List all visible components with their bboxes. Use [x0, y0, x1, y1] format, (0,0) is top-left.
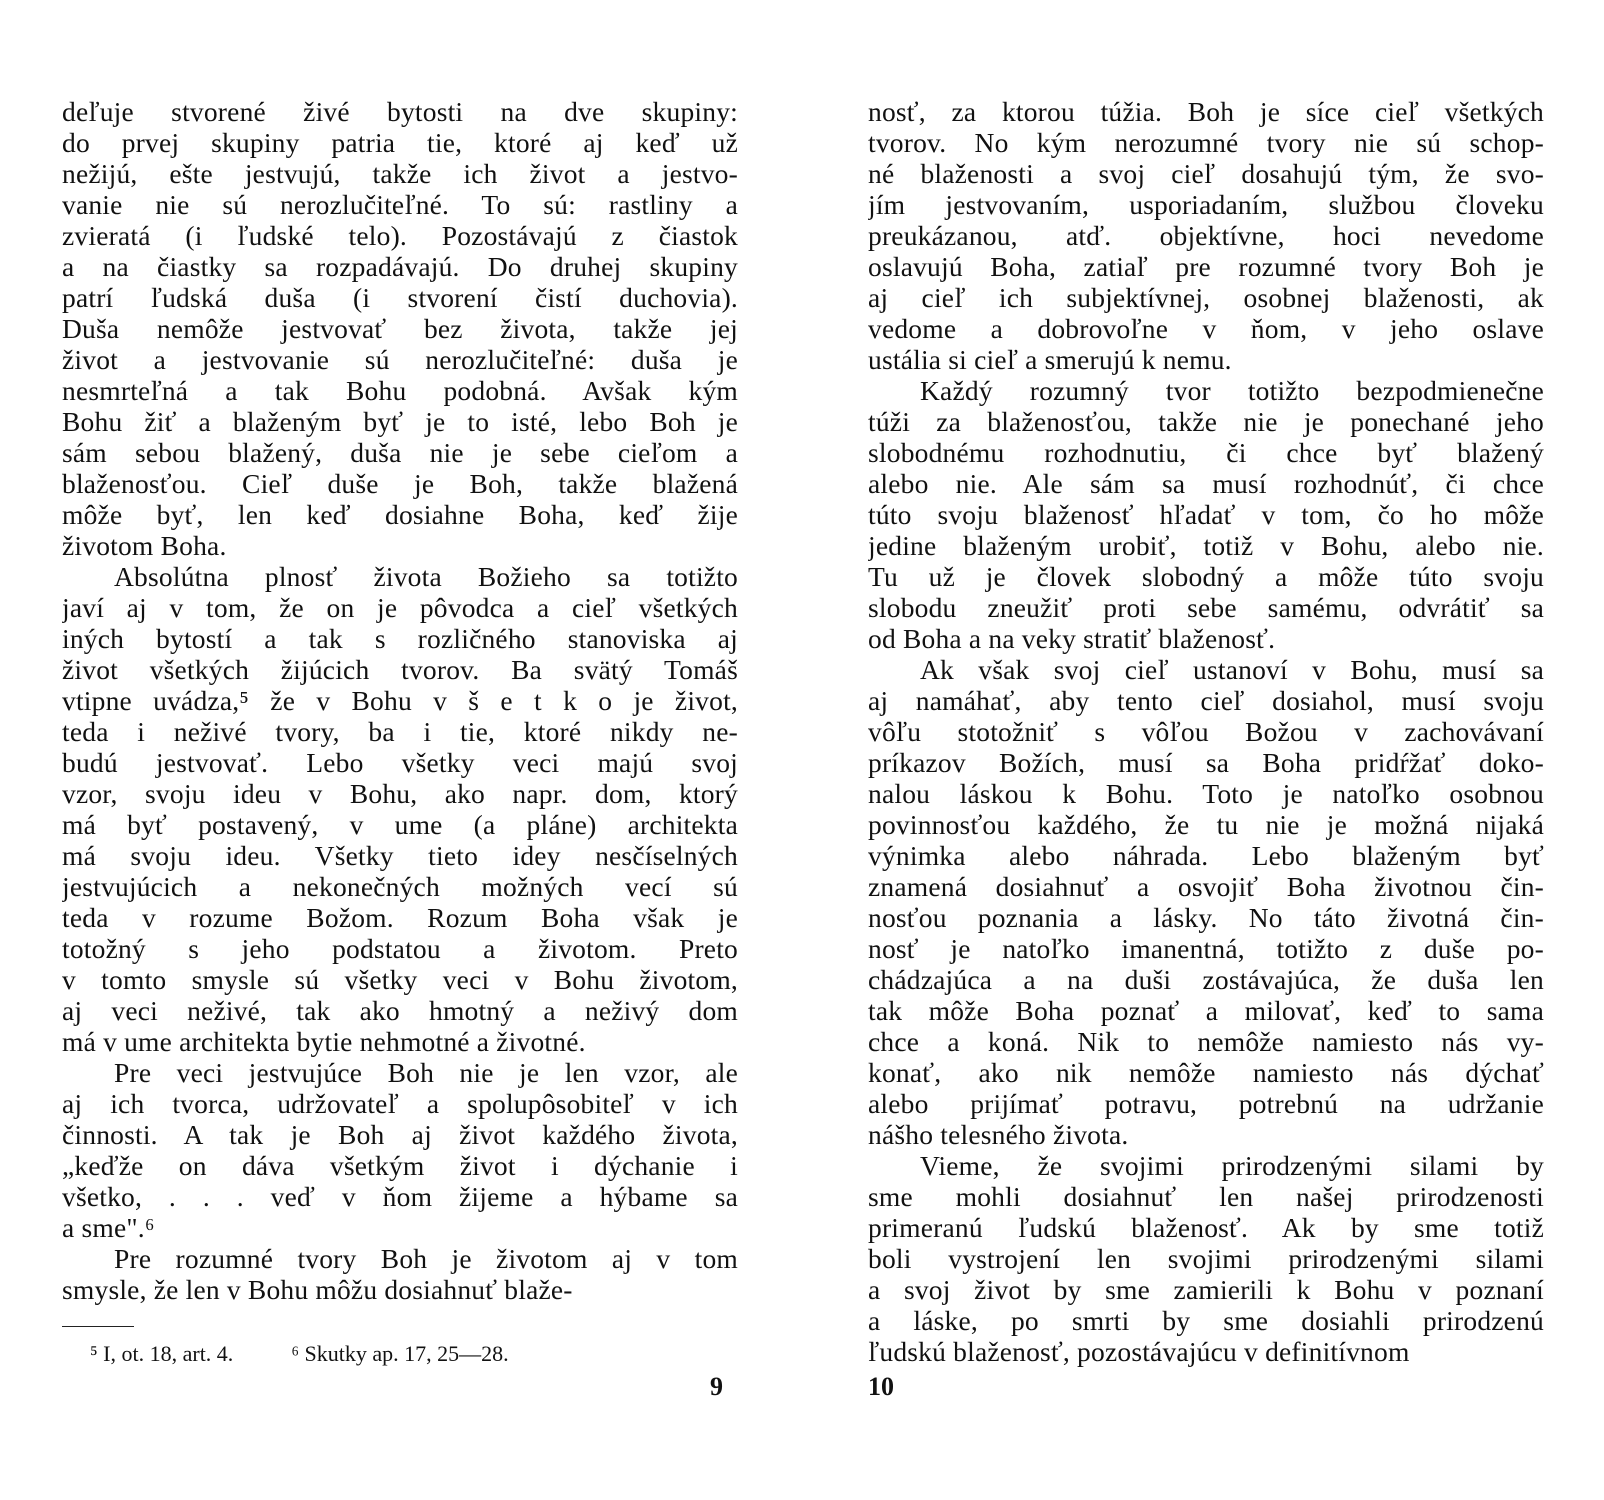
text-line: povinnosťou každého, že tu nie je možná nijaká	[868, 809, 1544, 840]
text-line: všetko, . . . veď v ňom žijeme a hýbame sa	[62, 1181, 738, 1212]
text-line: jestvujúcich a nekonečných možných vecí sú	[62, 871, 738, 902]
paragraph	[62, 1057, 738, 1243]
text-line: patrí ľudská duša (i stvorení čistí duchovia).	[62, 282, 738, 313]
text-line: boli vystrojení len svojimi prirodzenými silami	[868, 1243, 1544, 1274]
text-line: slobodu zneužiť proti sebe samému, odvrátiť sa	[868, 592, 1544, 623]
text-line: vanie nie sú nerozlučiteľné. To sú: rastliny a	[62, 189, 738, 220]
text-line: alebo nie. Ale sám sa musí rozhodnúť, či chce	[868, 468, 1544, 499]
text-line: chádzajúca a na duši zostávajúca, že duša len	[868, 964, 1544, 995]
text-line: životom Boha.	[62, 530, 227, 561]
text-line: Duša nemôže jestvovať bez života, takže jej	[62, 313, 738, 344]
text-line: aj namáhať, aby tento cieľ dosiahol, musí svoju	[868, 685, 1544, 716]
text-line: a sme".⁶	[62, 1212, 155, 1243]
text-line: nežijú, ešte jestvujú, takže ich život a jestvo-	[62, 158, 738, 189]
right-page-text	[868, 96, 1544, 1367]
text-line: a láske, po smrti by sme dosiahli prirodzenú	[868, 1305, 1544, 1336]
text-line: budú jestvovať. Lebo všetky veci majú svoj	[62, 747, 738, 778]
text-line: „keďže on dáva všetkým život i dýchanie i	[62, 1150, 738, 1181]
page-number-right: 10	[868, 1372, 894, 1401]
text-line: má byť postavený, v ume (a pláne) architekta	[62, 809, 738, 840]
text-line: sám sebou blažený, duša nie je sebe cieľom a	[62, 437, 738, 468]
text-line: né blaženosti a svoj cieľ dosahujú tým, že svo-	[868, 158, 1544, 189]
left-page-footnotes	[90, 1340, 710, 1368]
text-line: primeranú ľudskú blaženosť. Ak by sme totiž	[868, 1212, 1544, 1243]
text-line: nosť je natoľko imanentná, totižto z duše po-	[868, 933, 1544, 964]
text-line: javí aj v tom, že on je pôvodca a cieľ všetkých	[62, 592, 738, 623]
text-line: Absolútna plnosť života Božieho sa totižto	[114, 561, 738, 592]
paragraph	[868, 654, 1544, 1150]
text-line: smysle, že len v Bohu môžu dosiahnuť blaže-	[62, 1274, 573, 1305]
text-line: vedome a dobrovoľne v ňom, v jeho oslave	[868, 313, 1544, 344]
text-line: má v ume architekta bytie nehmotné a životné.	[62, 1026, 586, 1057]
paragraph	[62, 561, 738, 1057]
paragraph	[868, 96, 1544, 375]
text-line: a na čiastky sa rozpadávajú. Do druhej skupiny	[62, 251, 738, 282]
text-line: tak môže Boha poznať a milovať, keď to sama	[868, 995, 1544, 1026]
text-line: nesmrteľná a tak Bohu podobná. Avšak kým	[62, 375, 738, 406]
text-line: príkazov Božích, musí sa Boha pridŕžať doko-	[868, 747, 1544, 778]
page-number-left: 9	[710, 1372, 723, 1401]
text-line: sme mohli dosiahnuť len našej prirodzenosti	[868, 1181, 1544, 1212]
text-line: vtipne uvádza,⁵ že v Bohu v š e t k o je život,	[62, 685, 738, 716]
text-line: do prvej skupiny patria tie, ktoré aj keď už	[62, 127, 738, 158]
text-line: Pre rozumné tvory Boh je životom aj v tom	[114, 1243, 738, 1274]
text-line: túto svoju blaženosť hľadať v tom, čo ho môže	[868, 499, 1544, 530]
left-page	[62, 96, 738, 1401]
text-line: alebo prijímať potravu, potrebnú na udržanie	[868, 1088, 1544, 1119]
text-line: deľuje stvorené živé bytosti na dve skupiny:	[62, 96, 738, 127]
text-line: vôľu stotožniť s vôľou Božou v zachovávaní	[868, 716, 1544, 747]
text-line: teda i neživé tvory, ba i tie, ktoré nikdy ne-	[62, 716, 738, 747]
text-line: slobodnému rozhodnutiu, či chce byť blažený	[868, 437, 1544, 468]
text-line: od Boha a na veky stratiť blaženosť.	[868, 623, 1276, 654]
text-line: Pre veci jestvujúce Boh nie je len vzor, ale	[114, 1057, 738, 1088]
text-line: nalou láskou k Bohu. Toto je natoľko osobnou	[868, 778, 1544, 809]
paragraph	[868, 1150, 1544, 1367]
text-line: Vieme, že svojimi prirodzenými silami by	[920, 1150, 1544, 1181]
text-line: Ak však svoj cieľ ustanoví v Bohu, musí sa	[920, 654, 1544, 685]
text-line: život a jestvovanie sú nerozlučiteľné: duša je	[62, 344, 738, 375]
text-line: nosť, za ktorou túžia. Boh je síce cieľ všetkých	[868, 96, 1544, 127]
text-line: život všetkých žijúcich tvorov. Ba svätý Tomáš	[62, 654, 738, 685]
text-line: preukázanou, atď. objektívne, hoci nevedome	[868, 220, 1544, 251]
paragraph	[62, 1243, 738, 1305]
text-line: nosťou poznania a lásky. No táto životná čin-	[868, 902, 1544, 933]
text-line: aj ich tvorca, udržovateľ a spolupôsobiteľ v ich	[62, 1088, 738, 1119]
right-page	[868, 96, 1544, 1401]
text-line: nášho telesného života.	[868, 1119, 1129, 1150]
text-line: Tu už je človek slobodný a môže túto svoju	[868, 561, 1544, 592]
text-line: zvieratá (i ľudské telo). Pozostávajú z čiastok	[62, 220, 738, 251]
text-line: aj veci neživé, tak ako hmotný a neživý dom	[62, 995, 738, 1026]
text-line: konať, ako nik nemôže namiesto nás dýchať	[868, 1057, 1544, 1088]
footnote-6: ⁶ Skutky ap. 17, 25—28.	[291, 1341, 509, 1366]
footnote-rule	[62, 1326, 134, 1327]
text-line: jedine blaženým urobiť, totiž v Bohu, alebo nie.	[868, 530, 1544, 561]
text-line: jím jestvovaním, usporiadaním, službou človeku	[868, 189, 1544, 220]
text-line: môže byť, len keď dosiahne Boha, keď žije	[62, 499, 738, 530]
text-line: aj cieľ ich subjektívnej, osobnej blaženosti, ak	[868, 282, 1544, 313]
text-line: znamená dosiahnuť a osvojiť Boha životnou čin-	[868, 871, 1544, 902]
text-line: tvorov. No kým nerozumné tvory nie sú schop-	[868, 127, 1544, 158]
left-page-text	[62, 96, 738, 1305]
text-line: v tomto smysle sú všetky veci v Bohu životom,	[62, 964, 738, 995]
text-line: totožný s jeho podstatou a životom. Preto	[62, 933, 738, 964]
text-line: chce a koná. Nik to nemôže namiesto nás vy-	[868, 1026, 1544, 1057]
text-line: Každý rozumný tvor totižto bezpodmienečne	[920, 375, 1544, 406]
text-line: má svoju ideu. Všetky tieto idey nesčíselných	[62, 840, 738, 871]
footnote-5: ⁵ I, ot. 18, art. 4.	[90, 1341, 234, 1366]
text-line: blaženosťou. Cieľ duše je Boh, takže blažená	[62, 468, 738, 499]
paragraph	[62, 96, 738, 561]
paragraph	[868, 375, 1544, 654]
text-line: a svoj život by sme zamierili k Bohu v poznaní	[868, 1274, 1544, 1305]
text-line: teda v rozume Božom. Rozum Boha však je	[62, 902, 738, 933]
text-line: Bohu žiť a blaženým byť je to isté, lebo Boh je	[62, 406, 738, 437]
text-line: výnimka alebo náhrada. Lebo blaženým byť	[868, 840, 1544, 871]
text-line: túži za blaženosťou, takže nie je ponechané jeho	[868, 406, 1544, 437]
text-line: iných bytostí a tak s rozličného stanoviska aj	[62, 623, 738, 654]
text-line: ustália si cieľ a smerujú k nemu.	[868, 344, 1232, 375]
text-line: vzor, svoju ideu v Bohu, ako napr. dom, ktorý	[62, 778, 738, 809]
text-line: činnosti. A tak je Boh aj život každého života,	[62, 1119, 738, 1150]
text-line: ľudskú blaženosť, pozostávajúcu v definitívnom	[868, 1336, 1410, 1367]
text-line: oslavujú Boha, zatiaľ pre rozumné tvory Boh je	[868, 251, 1544, 282]
